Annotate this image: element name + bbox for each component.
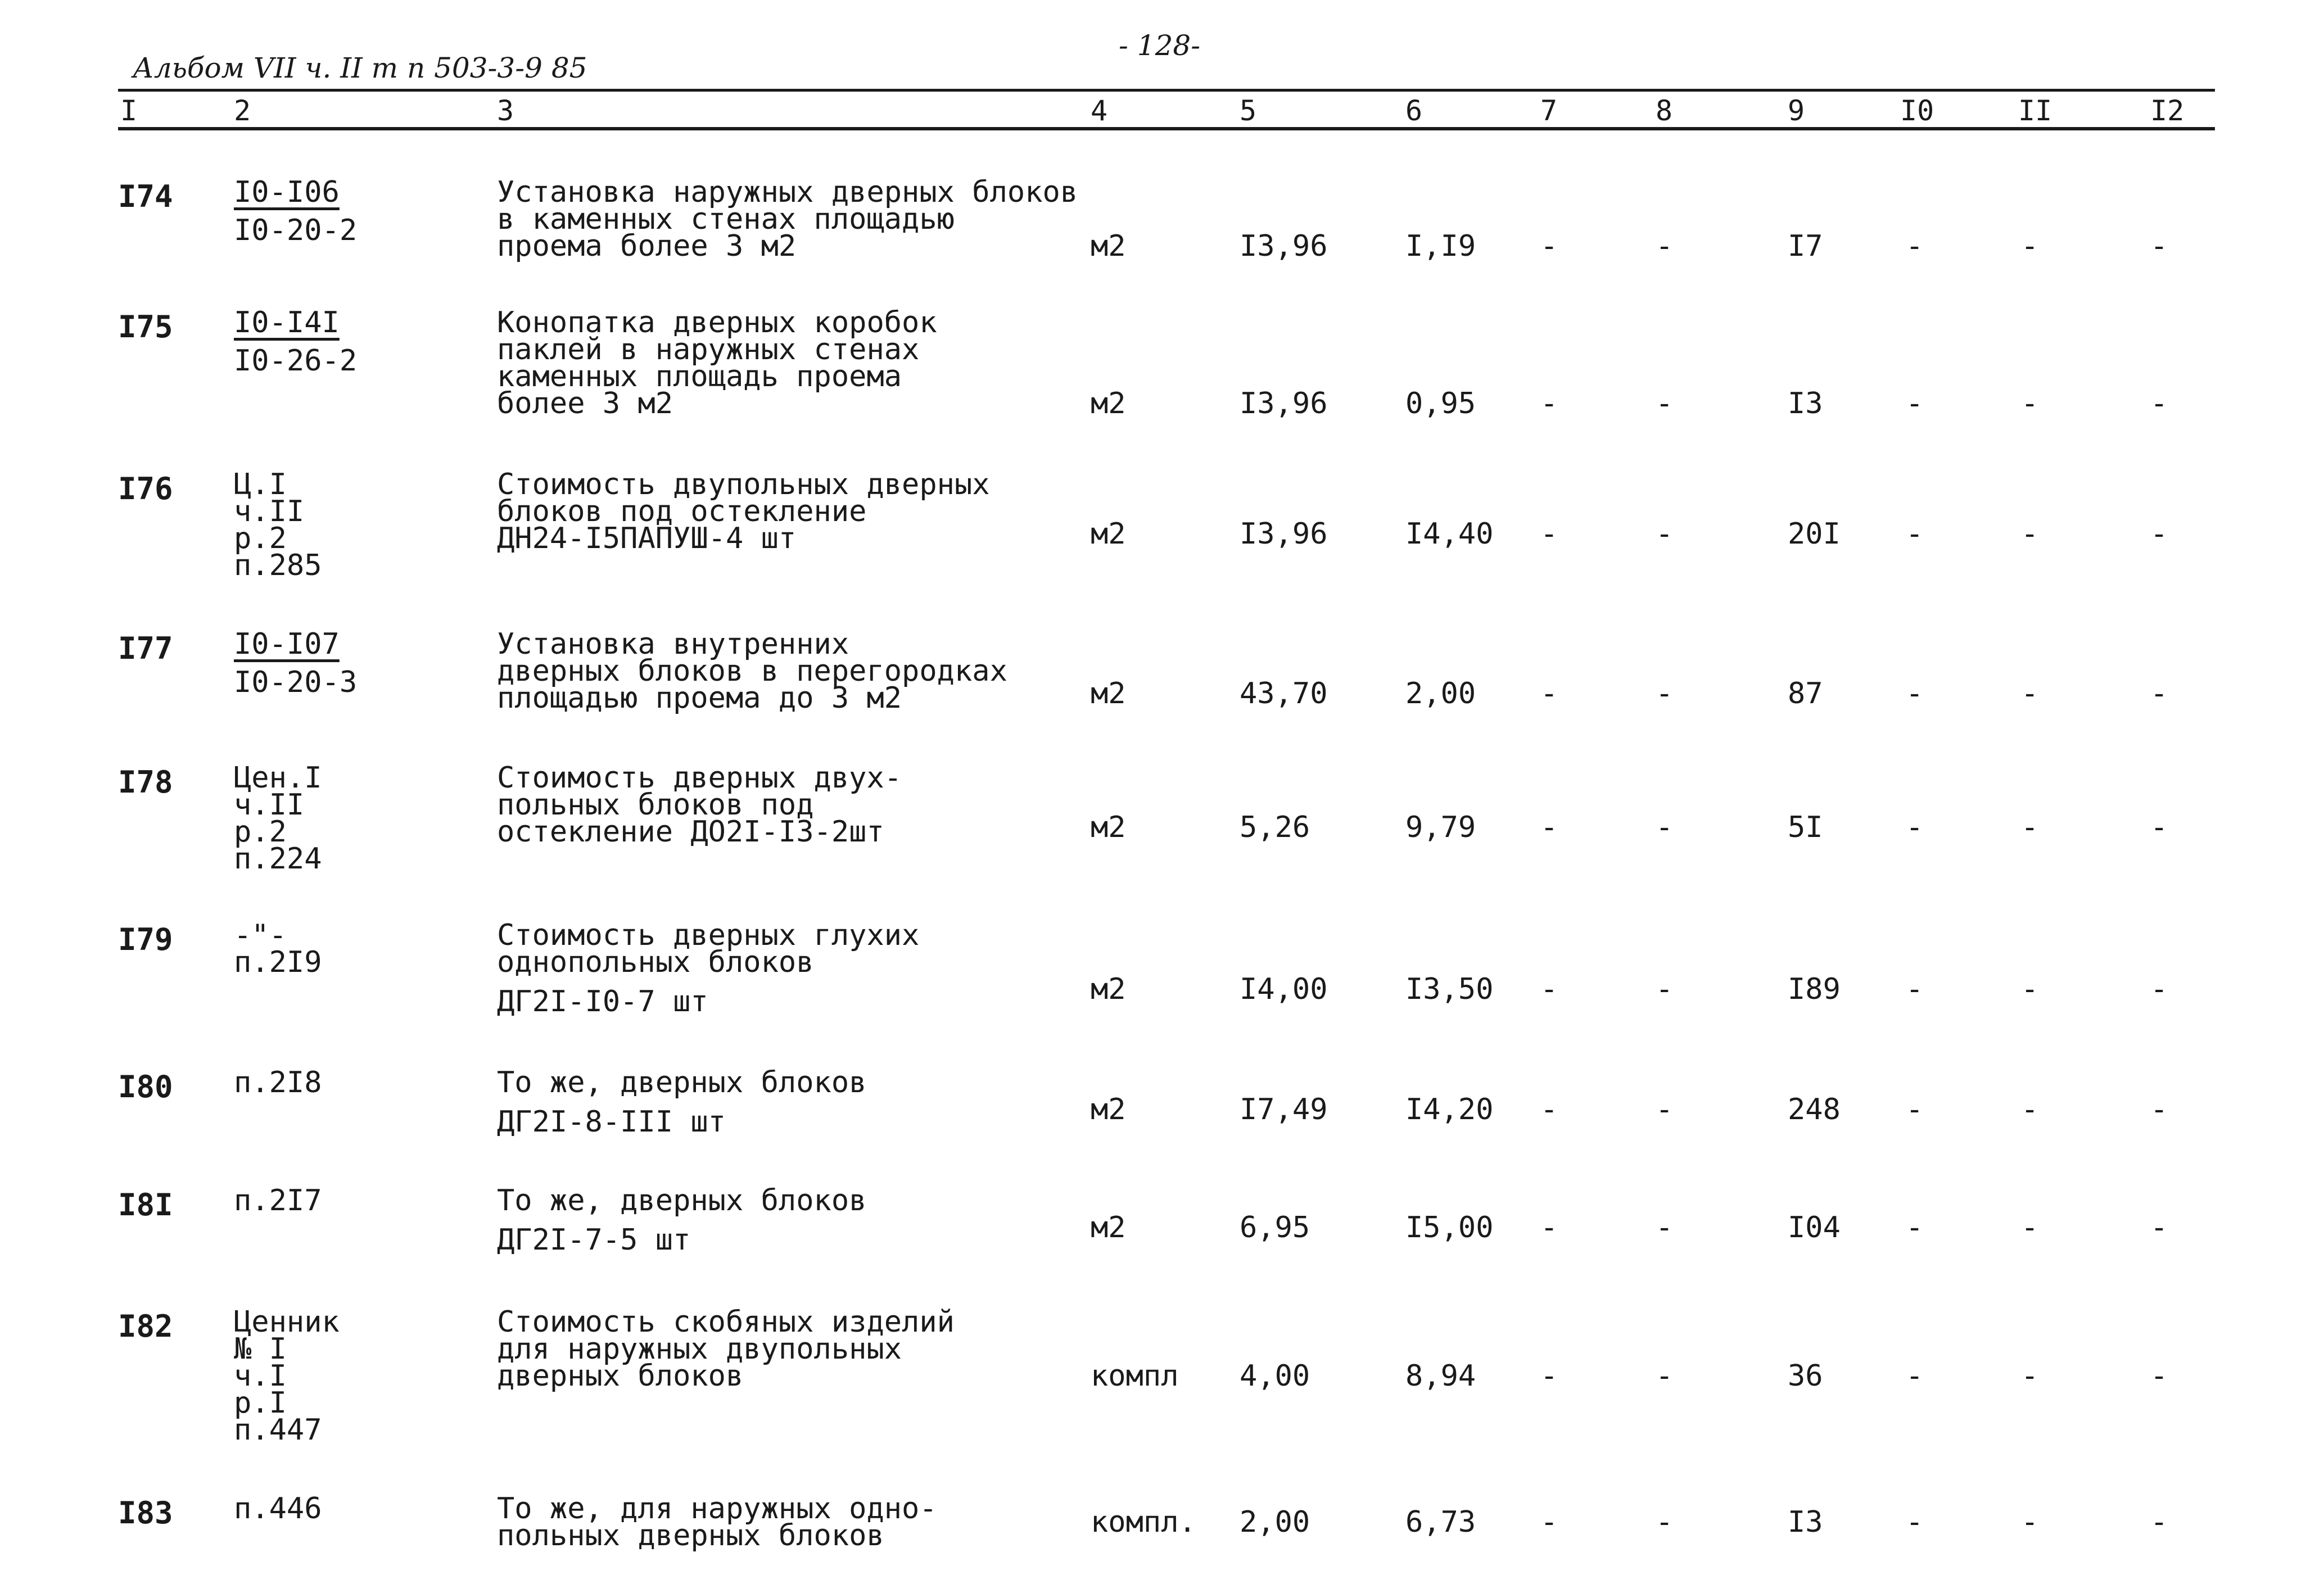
col-header-10: I0 <box>1900 94 1934 127</box>
col11-cell: - <box>2021 1359 2039 1393</box>
col12-cell: - <box>2150 811 2168 844</box>
row-reference <box>234 1066 322 1099</box>
col12-cell: - <box>2150 1359 2168 1393</box>
unit-cell: компл <box>1091 1359 1179 1393</box>
col12-cell: - <box>2150 677 2168 710</box>
col12-cell: - <box>2150 1093 2168 1126</box>
header-top-rule <box>118 89 2215 92</box>
description-line: проема более 3 м2 <box>497 229 797 263</box>
total-cell: I89 <box>1788 972 1841 1006</box>
total-cell: 20I <box>1788 517 1841 551</box>
row-reference <box>234 918 322 979</box>
row-description <box>497 1492 937 1553</box>
col12-cell: - <box>2150 387 2168 420</box>
reference-line: I0-I4I <box>234 306 340 340</box>
row-number: I78 <box>118 764 173 800</box>
quantity-cell: 2,00 <box>1240 1505 1310 1539</box>
row-reference <box>234 1492 322 1526</box>
reference-line: п.2I7 <box>234 1184 322 1218</box>
price-cell: I,I9 <box>1405 229 1476 263</box>
unit-cell: компл. <box>1091 1505 1196 1539</box>
col7-cell: - <box>1540 677 1558 710</box>
reference-line: п.447 <box>234 1413 322 1447</box>
col8-cell: - <box>1656 517 1674 551</box>
col7-cell: - <box>1540 1359 1558 1393</box>
header-bottom-rule <box>118 127 2215 130</box>
price-cell: 0,95 <box>1405 387 1476 420</box>
col12-cell: - <box>2150 1505 2168 1539</box>
description-line: ДГ2I-7-5 шт <box>497 1223 691 1257</box>
description-line: дверных блоков в перегородках <box>497 654 1007 688</box>
reference-line: р.I <box>234 1386 287 1420</box>
price-cell: I5,00 <box>1405 1211 1494 1244</box>
row-number: I74 <box>118 179 173 214</box>
row-description <box>497 1184 867 1257</box>
reference-line: I0-20-3 <box>234 666 358 699</box>
description-line: ДГ2I-I0-7 шт <box>497 985 708 1019</box>
price-cell: I4,40 <box>1405 517 1494 551</box>
unit-cell: м2 <box>1091 677 1126 710</box>
col-header-11: II <box>2018 94 2052 127</box>
total-cell: I7 <box>1788 229 1823 263</box>
description-line: То же, для наружных одно- <box>497 1492 937 1526</box>
reference-line: Ценник <box>234 1305 340 1339</box>
description-line: в каменных стенах площадью <box>497 202 955 236</box>
description-line: Стоимость дверных двух- <box>497 761 902 795</box>
col11-cell: - <box>2021 811 2039 844</box>
quantity-cell: I4,00 <box>1240 972 1328 1006</box>
reference-line: Цен.I <box>234 761 322 795</box>
col8-cell: - <box>1656 387 1674 420</box>
col11-cell: - <box>2021 1505 2039 1539</box>
col-header-7: 7 <box>1540 94 1558 127</box>
reference-line: п.285 <box>234 549 322 582</box>
col11-cell: - <box>2021 1093 2039 1126</box>
row-number: I82 <box>118 1309 173 1344</box>
description-line: ДГ2I-8-III шт <box>497 1105 726 1139</box>
col7-cell: - <box>1540 811 1558 844</box>
reference-line: р.2 <box>234 522 287 555</box>
total-cell: 36 <box>1788 1359 1823 1393</box>
quantity-cell: I3,96 <box>1240 387 1328 420</box>
total-cell: 248 <box>1788 1093 1841 1126</box>
reference-line: I0-I06 <box>234 175 340 209</box>
col8-cell: - <box>1656 972 1674 1006</box>
total-cell: I3 <box>1788 1505 1823 1539</box>
reference-line: ч.I <box>234 1359 287 1393</box>
col11-cell: - <box>2021 387 2039 420</box>
reference-line: ч.II <box>234 788 305 822</box>
quantity-cell: I3,96 <box>1240 517 1328 551</box>
description-line: ДН24-I5ПАПУШ-4 шт <box>497 522 797 555</box>
row-description <box>497 1305 955 1393</box>
row-number: I75 <box>118 309 173 345</box>
row-description <box>497 468 990 555</box>
description-line: площадью проема до 3 м2 <box>497 681 902 715</box>
total-cell: I3 <box>1788 387 1823 420</box>
col7-cell: - <box>1540 1093 1558 1126</box>
reference-line: -"- <box>234 918 287 952</box>
col-header-12: I2 <box>2150 94 2185 127</box>
col11-cell: - <box>2021 972 2039 1006</box>
col-header-8: 8 <box>1656 94 1673 127</box>
row-number: I76 <box>118 471 173 506</box>
reference-line: I0-26-2 <box>234 344 358 378</box>
reference-line: п.446 <box>234 1492 322 1526</box>
description-line: То же, дверных блоков <box>497 1184 867 1218</box>
row-number: I77 <box>118 631 173 666</box>
col10-cell: - <box>1906 1093 1924 1126</box>
col-header-5: 5 <box>1240 94 1257 127</box>
col11-cell: - <box>2021 229 2039 263</box>
col8-cell: - <box>1656 1211 1674 1244</box>
col12-cell: - <box>2150 972 2168 1006</box>
reference-line: I0-20-2 <box>234 214 358 247</box>
description-line: однопольных блоков <box>497 945 814 979</box>
col8-cell: - <box>1656 1093 1674 1126</box>
col10-cell: - <box>1906 1359 1924 1393</box>
unit-cell: м2 <box>1091 1211 1126 1244</box>
description-line: То же, дверных блоков <box>497 1066 867 1099</box>
row-reference <box>234 175 358 247</box>
quantity-cell: 5,26 <box>1240 811 1310 844</box>
row-number: I79 <box>118 922 173 957</box>
col8-cell: - <box>1656 229 1674 263</box>
price-cell: 2,00 <box>1405 677 1476 710</box>
row-number: I80 <box>118 1069 173 1105</box>
col10-cell: - <box>1906 1505 1924 1539</box>
reference-line: п.2I8 <box>234 1066 322 1099</box>
col7-cell: - <box>1540 387 1558 420</box>
col-header-1: I <box>120 94 138 127</box>
col12-cell: - <box>2150 1211 2168 1244</box>
total-cell: 5I <box>1788 811 1823 844</box>
reference-line: р.2 <box>234 815 287 849</box>
description-line: остекление ДО2I-I3-2шт <box>497 815 884 849</box>
row-description <box>497 761 902 849</box>
price-cell: 8,94 <box>1405 1359 1476 1393</box>
description-line: Стоимость двупольных дверных <box>497 468 990 501</box>
col-header-6: 6 <box>1405 94 1423 127</box>
description-line: польных дверных блоков <box>497 1519 884 1553</box>
description-line: Установка внутренних <box>497 627 849 661</box>
col-header-3: 3 <box>497 94 514 127</box>
col8-cell: - <box>1656 1359 1674 1393</box>
reference-line: № I <box>234 1332 287 1366</box>
price-cell: 9,79 <box>1405 811 1476 844</box>
col10-cell: - <box>1906 229 1924 263</box>
col11-cell: - <box>2021 677 2039 710</box>
description-line: Установка наружных дверных блоков <box>497 175 1078 209</box>
price-cell: I4,20 <box>1405 1093 1494 1126</box>
row-reference <box>234 761 322 876</box>
col10-cell: - <box>1906 517 1924 551</box>
album-note: Альбом VII ч. II т п 503-3-9 85 <box>133 52 587 84</box>
row-number: I8I <box>118 1187 173 1223</box>
description-line: Конопатка дверных коробок <box>497 306 937 340</box>
col8-cell: - <box>1656 811 1674 844</box>
quantity-cell: 6,95 <box>1240 1211 1310 1244</box>
reference-line: п.2I9 <box>234 945 322 979</box>
total-cell: I04 <box>1788 1211 1841 1244</box>
col7-cell: - <box>1540 517 1558 551</box>
col7-cell: - <box>1540 972 1558 1006</box>
row-reference <box>234 468 322 582</box>
description-line: Стоимость скобяных изделий <box>497 1305 955 1339</box>
quantity-cell: I3,96 <box>1240 229 1328 263</box>
description-line: дверных блоков <box>497 1359 744 1393</box>
col8-cell: - <box>1656 1505 1674 1539</box>
quantity-cell: 4,00 <box>1240 1359 1310 1393</box>
reference-line: I0-I07 <box>234 627 340 661</box>
description-line: Стоимость дверных глухих <box>497 918 920 952</box>
description-line: польных блоков под <box>497 788 814 822</box>
col12-cell: - <box>2150 229 2168 263</box>
col10-cell: - <box>1906 811 1924 844</box>
description-line: блоков под остекление <box>497 495 867 528</box>
reference-line: ч.II <box>234 495 305 528</box>
col12-cell: - <box>2150 517 2168 551</box>
col-header-9: 9 <box>1788 94 1805 127</box>
quantity-cell: 43,70 <box>1240 677 1328 710</box>
col10-cell: - <box>1906 972 1924 1006</box>
description-line: каменных площадь проема <box>497 360 902 393</box>
row-reference <box>234 1184 322 1218</box>
col7-cell: - <box>1540 229 1558 263</box>
description-line: паклей в наружных стенах <box>497 333 920 366</box>
unit-cell: м2 <box>1091 387 1126 420</box>
reference-line: п.224 <box>234 842 322 876</box>
description-line: для наружных двупольных <box>497 1332 902 1366</box>
row-description <box>497 627 1007 715</box>
col11-cell: - <box>2021 1211 2039 1244</box>
unit-cell: м2 <box>1091 811 1126 844</box>
row-description <box>497 175 1078 263</box>
row-reference <box>234 306 358 378</box>
description-line: более 3 м2 <box>497 387 673 420</box>
col8-cell: - <box>1656 677 1674 710</box>
col10-cell: - <box>1906 677 1924 710</box>
page-number: - 128- <box>1119 29 1201 62</box>
col7-cell: - <box>1540 1211 1558 1244</box>
col11-cell: - <box>2021 517 2039 551</box>
reference-line: Ц.I <box>234 468 287 501</box>
row-description <box>497 1066 867 1139</box>
row-description <box>497 918 920 1019</box>
col-header-4: 4 <box>1091 94 1108 127</box>
col-header-2: 2 <box>234 94 251 127</box>
row-reference <box>234 1305 340 1447</box>
col10-cell: - <box>1906 1211 1924 1244</box>
price-cell: I3,50 <box>1405 972 1494 1006</box>
quantity-cell: I7,49 <box>1240 1093 1328 1126</box>
price-cell: 6,73 <box>1405 1505 1476 1539</box>
col7-cell: - <box>1540 1505 1558 1539</box>
unit-cell: м2 <box>1091 517 1126 551</box>
unit-cell: м2 <box>1091 1093 1126 1126</box>
unit-cell: м2 <box>1091 972 1126 1006</box>
row-description <box>497 306 937 420</box>
col10-cell: - <box>1906 387 1924 420</box>
unit-cell: м2 <box>1091 229 1126 263</box>
total-cell: 87 <box>1788 677 1823 710</box>
row-number: I83 <box>118 1495 173 1531</box>
row-reference <box>234 627 358 699</box>
